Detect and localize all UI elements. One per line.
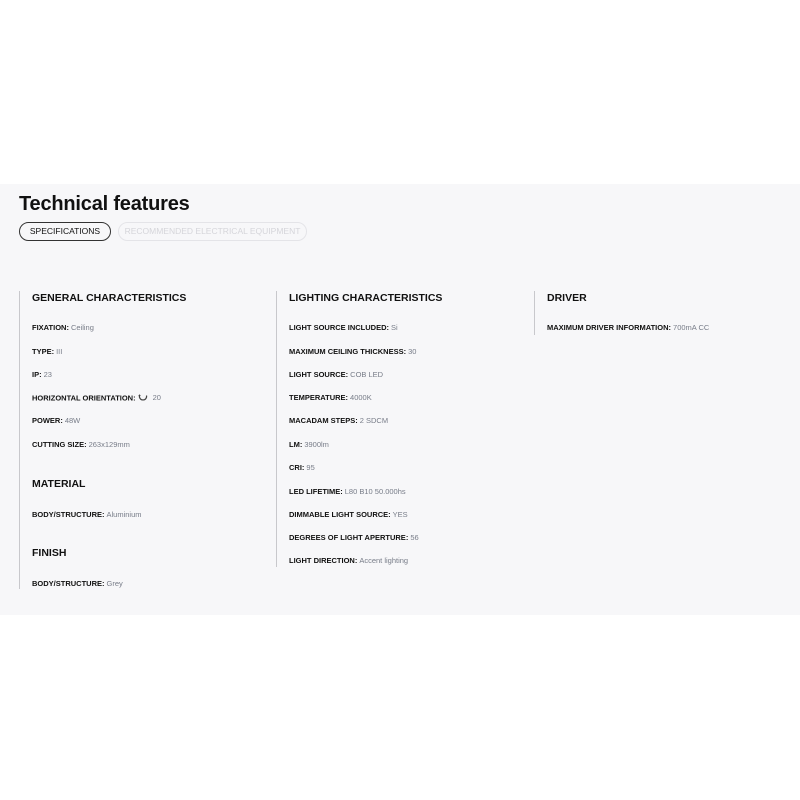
spec-row-light-source-included (289, 323, 398, 333)
spec-label: TYPE: (32, 347, 55, 356)
spec-value: 20 (152, 393, 161, 403)
spec-label: DEGREES OF LIGHT APERTURE: (289, 533, 409, 542)
spec-value: 48W (64, 416, 81, 425)
spec-value: L80 B10 50.000hs (344, 487, 406, 496)
spec-row-led-lifetime (289, 487, 406, 497)
spec-label: LIGHT SOURCE INCLUDED: (289, 323, 389, 332)
section-title-lighting: LIGHTING CHARACTERISTICS (289, 292, 443, 304)
spec-row-cri (289, 463, 315, 473)
spec-label: MAXIMUM DRIVER INFORMATION: (547, 323, 672, 332)
spec-label: LM: (289, 440, 303, 449)
spec-value: 95 (306, 463, 315, 472)
driver-column (534, 291, 784, 335)
spec-row-horizontal-orientation (32, 393, 161, 404)
spec-value: 56 (410, 533, 419, 542)
section-title-driver: DRIVER (547, 292, 587, 304)
spec-value: Aluminium (106, 510, 142, 519)
spec-label: IP: (32, 370, 42, 379)
spec-label: LED LIFETIME: (289, 487, 343, 496)
spec-row-lm (289, 440, 329, 450)
spec-value: 23 (43, 370, 52, 379)
lighting-characteristics-column (276, 291, 526, 567)
spec-value: III (56, 347, 63, 356)
spec-label: TEMPERATURE: (289, 393, 349, 402)
spec-label: LIGHT SOURCE: (289, 370, 349, 379)
tab-recommended-electrical-equipment[interactable]: RECOMMENDED ELECTRICAL EQUIPMENT (118, 222, 307, 241)
page-title: Technical features (19, 193, 190, 215)
spec-value: 2 SDCM (359, 416, 389, 425)
tab-specifications[interactable]: SPECIFICATIONS (19, 222, 111, 241)
spec-value: Grey (106, 579, 123, 588)
section-title-finish: FINISH (32, 547, 67, 559)
spec-row-temperature (289, 393, 372, 403)
spec-label: CRI: (289, 463, 305, 472)
spec-row-light-source (289, 370, 383, 380)
spec-row-fixation (32, 323, 94, 333)
spec-label: POWER: (32, 416, 63, 425)
spec-value: Ceiling (70, 323, 94, 332)
spec-value: 30 (408, 347, 417, 356)
section-title-material: MATERIAL (32, 478, 86, 490)
spec-value: 3900lm (304, 440, 329, 449)
spec-row-degrees-light-aperture (289, 533, 419, 543)
spec-label: FIXATION: (32, 323, 69, 332)
spec-row-max-driver-information (547, 323, 709, 333)
spec-value: 263x129mm (88, 440, 130, 449)
spec-row-light-direction (289, 556, 408, 566)
spec-label: BODY/STRUCTURE: (32, 579, 105, 588)
spec-value: COB LED (350, 370, 384, 379)
general-characteristics-column (19, 291, 269, 589)
spec-label: DIMMABLE LIGHT SOURCE: (289, 510, 391, 519)
spec-value: YES (392, 510, 408, 519)
spec-row-dimmable-light-source (289, 510, 408, 520)
spec-row-macadam-steps (289, 416, 388, 426)
spec-value: 4000K (350, 393, 372, 402)
spec-value: Si (391, 323, 398, 332)
spec-label: LIGHT DIRECTION: (289, 556, 358, 565)
spec-row-max-ceiling-thickness (289, 347, 416, 357)
spec-row-material-body (32, 510, 142, 520)
section-title-general: GENERAL CHARACTERISTICS (32, 292, 187, 304)
spec-row-type (32, 347, 62, 357)
spec-row-cutting-size (32, 440, 130, 450)
rotate-icon (138, 393, 148, 404)
spec-label: MACADAM STEPS: (289, 416, 358, 425)
spec-value: 700mA CC (673, 323, 710, 332)
spec-row-ip (32, 370, 52, 380)
spec-label: BODY/STRUCTURE: (32, 510, 105, 519)
spec-label: CUTTING SIZE: (32, 440, 87, 449)
spec-label: HORIZONTAL ORIENTATION: (32, 393, 136, 403)
spec-value: Accent lighting (359, 556, 409, 565)
spec-row-power (32, 416, 80, 426)
spec-label: MAXIMUM CEILING THICKNESS: (289, 347, 407, 356)
spec-row-finish-body (32, 579, 123, 589)
